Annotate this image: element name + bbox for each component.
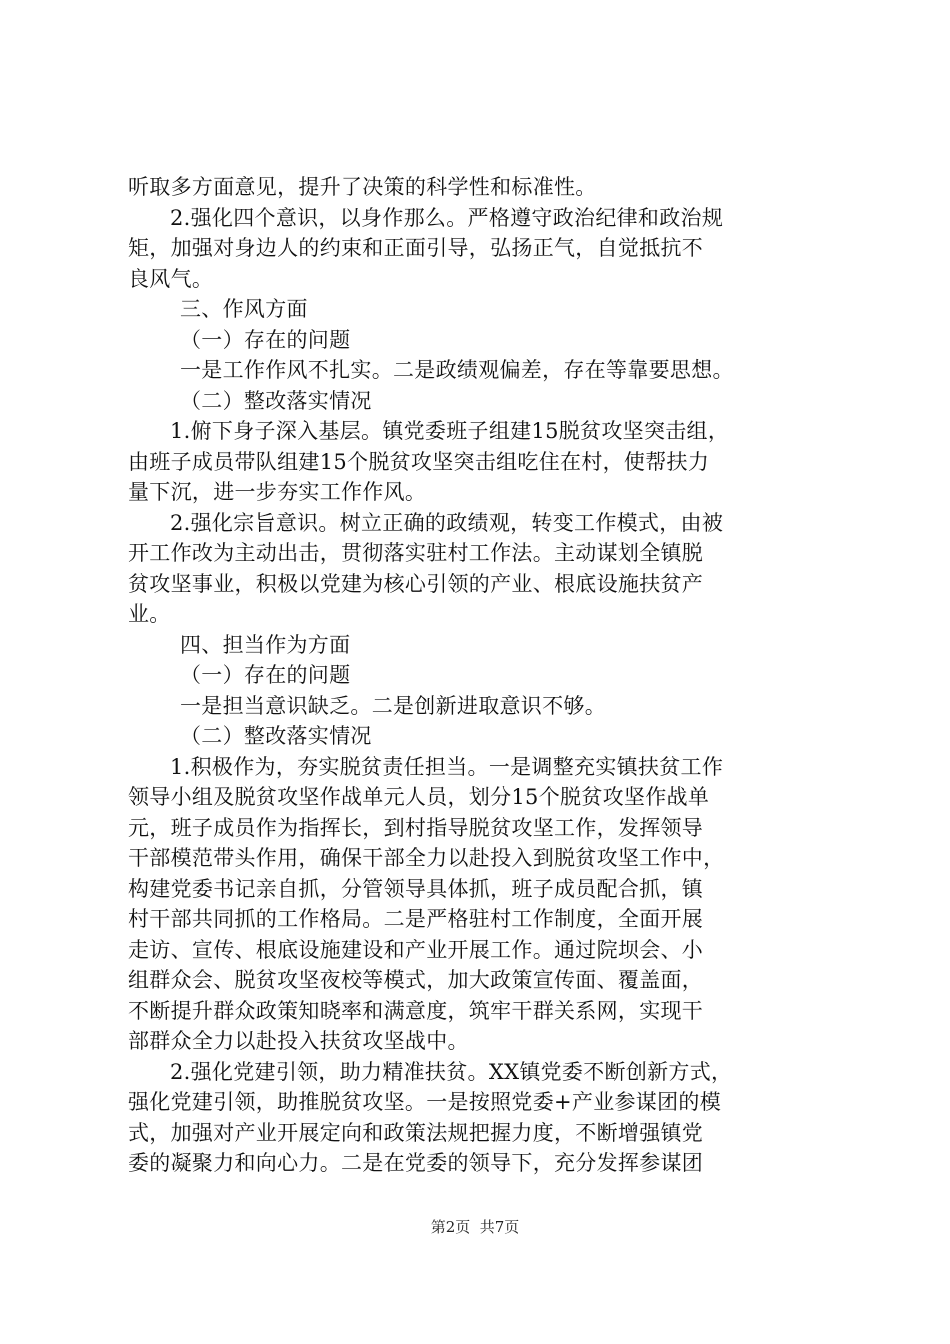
- text-line: 一是担当意识缺乏。二是创新进取意识不够。: [180, 693, 606, 718]
- text-line: 良风气。: [128, 266, 214, 291]
- text-line: 不断提升群众政策知晓率和满意度，筑牢干群关系网，实现干: [128, 998, 704, 1023]
- text-line: （一）存在的问题: [180, 663, 351, 687]
- text-line: 委的凝聚力和向心力。二是在党委的领导下，充分发挥参谋团: [128, 1151, 704, 1175]
- text-line: 量下沉，进一步夯实工作作风。: [128, 480, 427, 504]
- text-line: 强化党建引领，助推脱贫攻坚。一是按照党委+产业参谋团的模: [128, 1090, 721, 1114]
- text-line: 部群众全力以赴投入扶贫攻坚战中。: [128, 1029, 469, 1053]
- text-line: 式，加强对产业开展定向和政策法规把握力度，不断增强镇党: [128, 1120, 704, 1145]
- text-line: 三、作风方面: [180, 297, 308, 321]
- text-line: 一是工作作风不扎实。二是政绩观偏差，存在等靠要思想。: [180, 358, 734, 382]
- text-line: 开工作改为主动出击，贯彻落实驻村工作法。主动谋划全镇脱: [128, 541, 704, 565]
- text-line: 村干部共同抓的工作格局。二是严格驻村工作制度，全面开展: [128, 907, 704, 931]
- text-line: （二）整改落实情况: [180, 724, 372, 748]
- text-line: （二）整改落实情况: [180, 388, 372, 413]
- text-line: 元，班子成员作为指挥长，到村指导脱贫攻坚工作，发挥领导: [128, 815, 704, 840]
- text-line: 听取多方面意见，提升了决策的科学性和标准性。: [128, 175, 597, 199]
- text-line: 业。: [128, 602, 171, 626]
- text-line: 2.强化四个意识，以身作那么。严格遵守政治纪律和政治规: [170, 205, 724, 230]
- text-line: 走访、宣传、根底设施建设和产业开展工作。通过院坝会、小: [128, 937, 704, 962]
- text-line: 构建党委书记亲自抓，分管领导具体抓，班子成员配合抓，镇: [128, 876, 704, 901]
- text-line: 矩，加强对身边人的约束和正面引导，弘扬正气，自觉抵抗不: [128, 236, 704, 260]
- text-line: 领导小组及脱贫攻坚作战单元人员，划分15个脱贫攻坚作战单: [128, 785, 710, 809]
- text-line: （一）存在的问题: [180, 327, 351, 352]
- text-line: 四、担当作为方面: [180, 632, 351, 657]
- text-line: 由班子成员带队组建15个脱贫攻坚突击组吃住在村，使帮扶力: [128, 449, 710, 474]
- text-line: 干部模范带头作用，确保干部全力以赴投入到脱贫攻坚工作中，: [128, 846, 725, 870]
- text-line: 2.强化宗旨意识。树立正确的政绩观，转变工作模式，由被: [170, 510, 724, 535]
- text-line: 2.强化党建引领，助力精准扶贫。XX镇党委不断创新方式，: [170, 1059, 733, 1084]
- text-line: 组群众会、脱贫攻坚夜校等模式，加大政策宣传面、覆盖面，: [128, 968, 704, 992]
- text-line: 1.积极作为，夯实脱贫责任担当。一是调整充实镇扶贫工作: [170, 754, 724, 779]
- text-line: 1.俯下身子深入基层。镇党委班子组建15脱贫攻坚突击组，: [170, 419, 730, 443]
- page-footer: [0, 1216, 950, 1237]
- page-number: 第2页 共7页: [430, 1218, 520, 1236]
- document-body: [128, 172, 828, 1179]
- text-line: 贫攻坚事业，积极以党建为核心引领的产业、根底设施扶贫产: [128, 571, 704, 596]
